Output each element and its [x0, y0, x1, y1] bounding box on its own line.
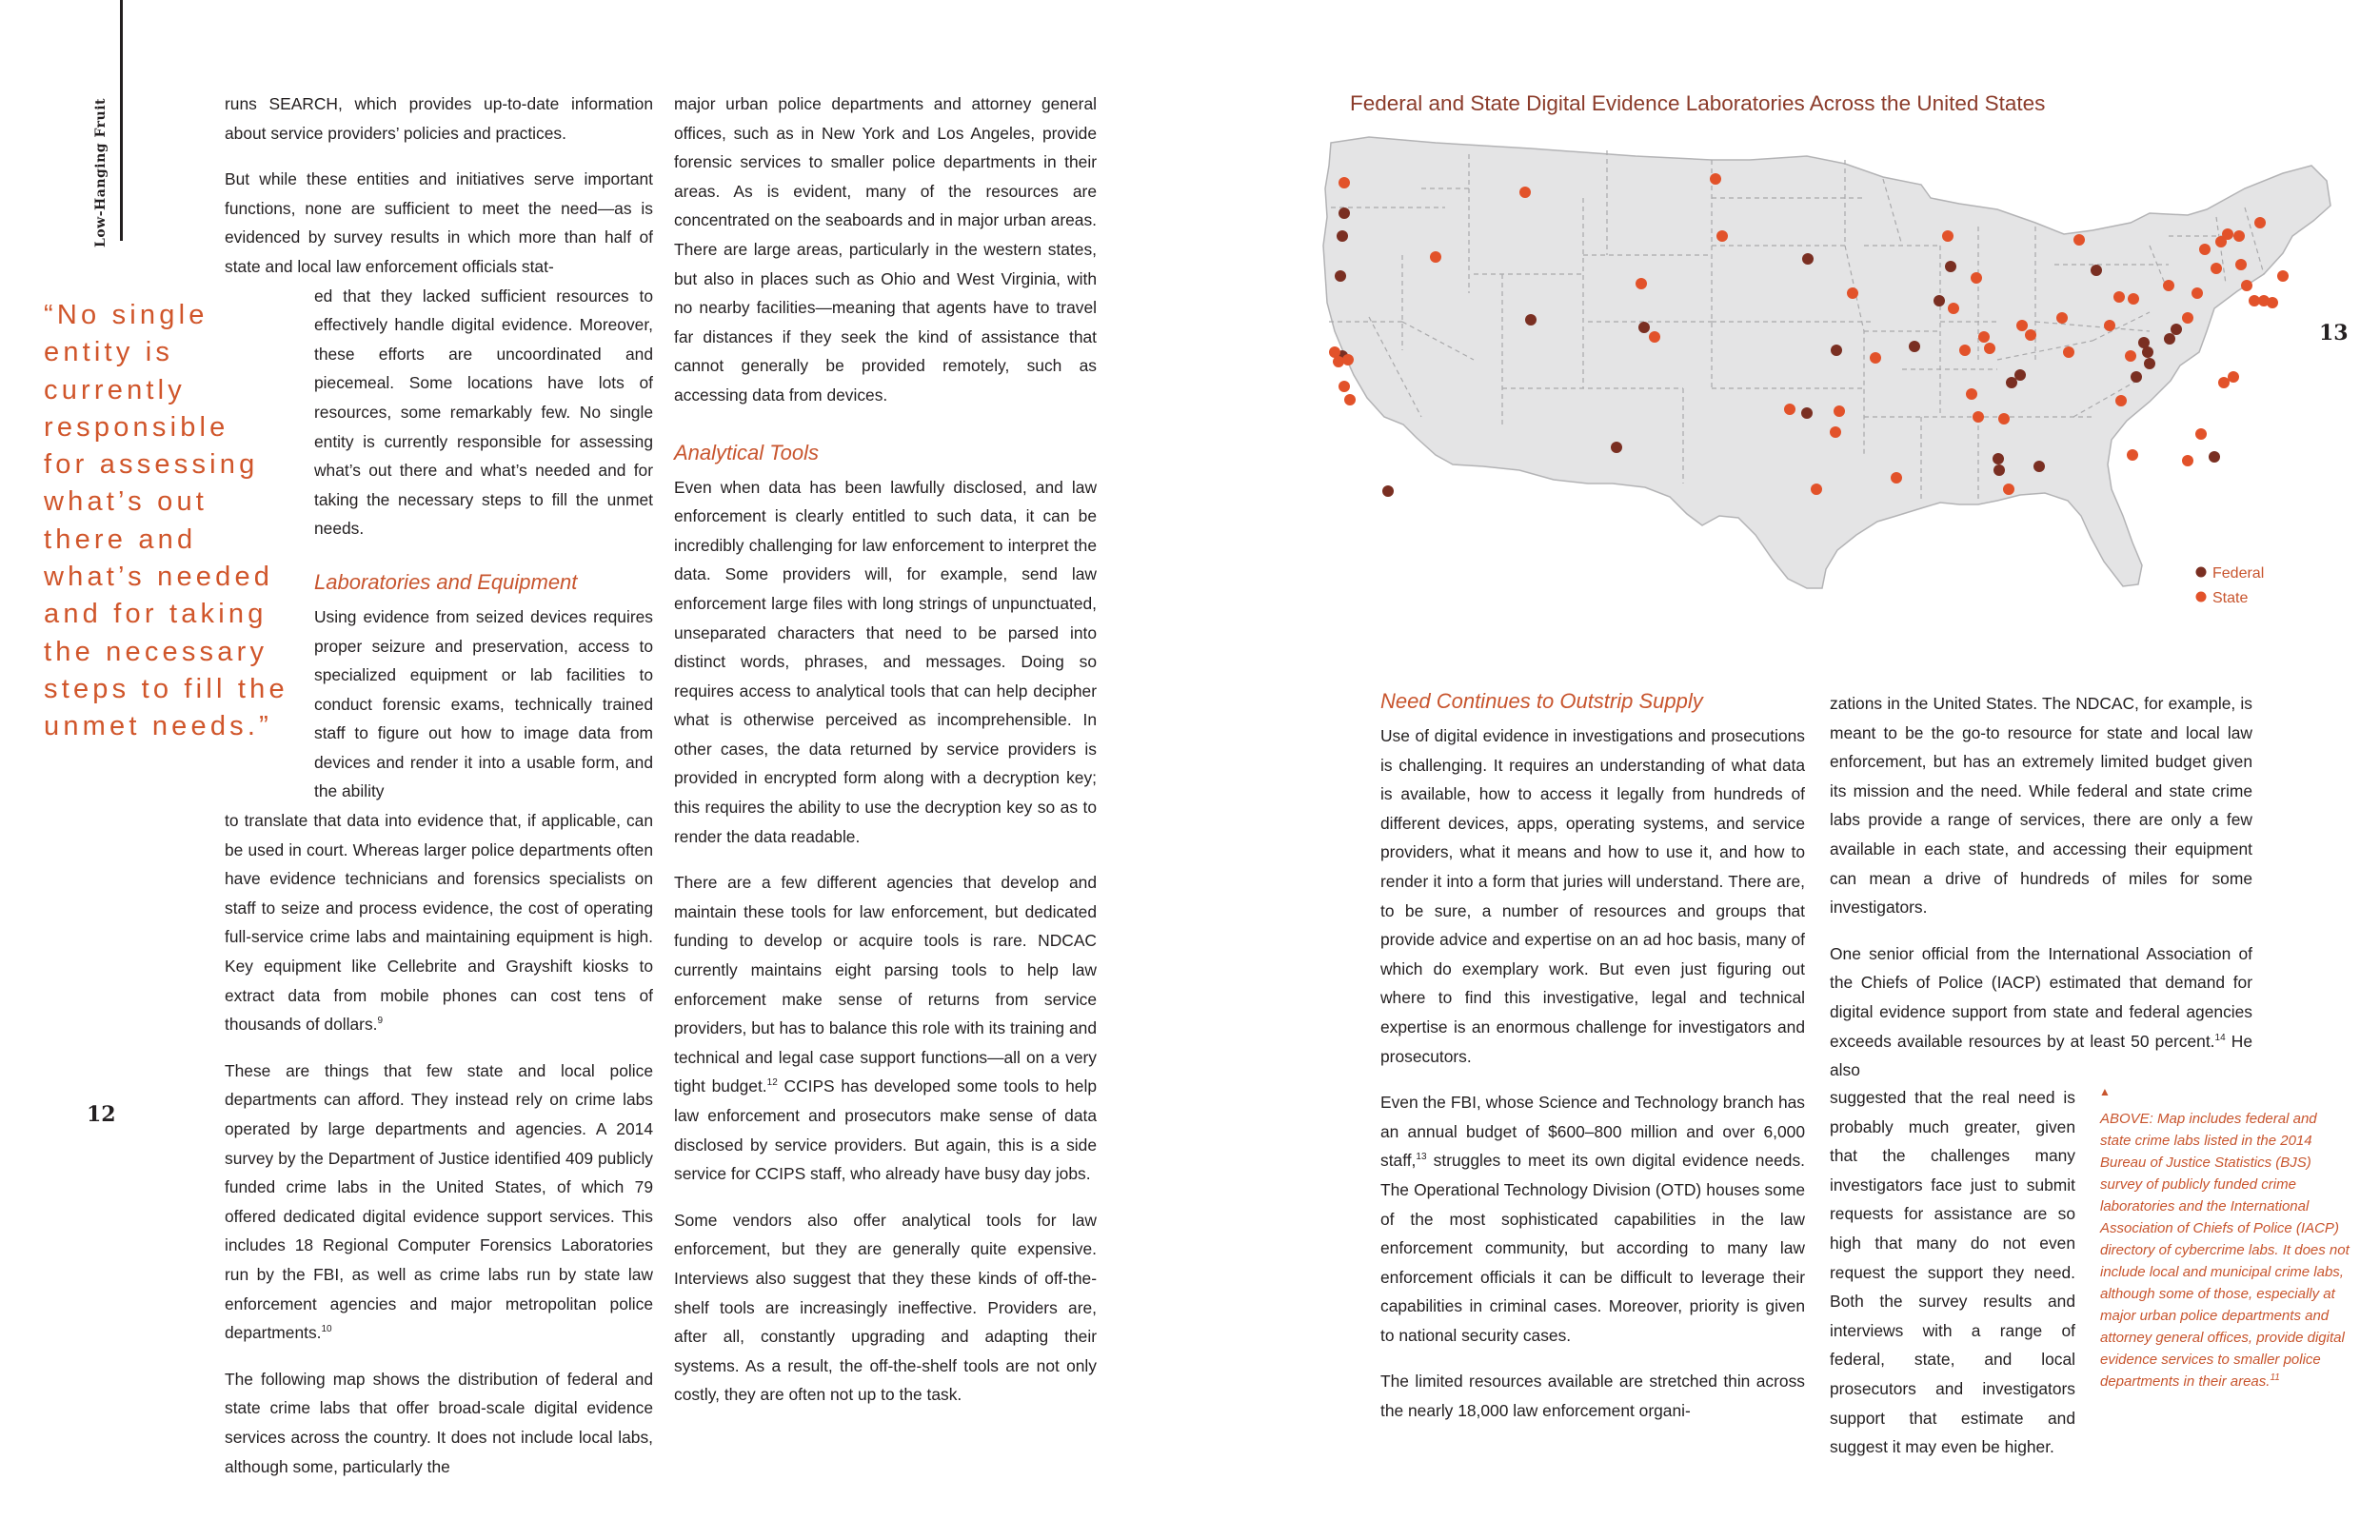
state-lab-marker [1847, 287, 1858, 299]
state-lab-marker [1942, 230, 1954, 242]
paragraph [225, 1056, 653, 1348]
paragraph: The following map shows the distribution of federal and state crime labs that offer broad-scale digital evidence services across the country. It does not include local labs, although some, particularly the [225, 1369, 653, 1476]
state-lab-marker [2182, 455, 2193, 466]
state-lab-marker [1984, 343, 1995, 354]
state-lab-marker [1339, 381, 1350, 392]
federal-lab-marker [1993, 464, 2005, 476]
map-title: Federal and State Digital Evidence Laboratories Across the United States [1350, 91, 2046, 115]
map-legend [2196, 565, 2265, 606]
federal-lab-marker [1337, 230, 1348, 242]
paragraph [674, 868, 1097, 1189]
federal-lab-marker [1802, 253, 1814, 265]
pull-quote-line: steps to fill the [44, 673, 288, 704]
state-lab-marker [1834, 405, 1845, 417]
paragraph-text: to translate that data into evidence that, if applicable, can be used in court. Whereas larger police departments often have evidence technicians and forensics specialists on staff to seize and process evidence, the cost of operating full-service crime labs and maintaining equipment is high. Key equipment like Cellebrite and Grayshift kiosks to extract data from mobile phones can cost tens of thousands of dollars. [225, 811, 653, 1035]
state-lab-marker [2192, 287, 2203, 299]
legend-federal-marker [2196, 567, 2207, 578]
federal-lab-marker [1525, 314, 1537, 326]
paragraph: major urban police departments and attorney general offices, such as in New York and Los Angeles, provide forensic services to smaller police departments in their areas. As is evident, many of the resources are concentrated on the seaboards and in major urban areas. There are large areas, particularly in the western states, but also in places such as Ohio and West Virginia, with no nearby facilities—meaning that agents have to travel far distances if they seek the kind of assistance that cannot generally be provided remotely, such as accessing data from devices. [674, 94, 1097, 405]
paragraph: But while these entities and initiatives serve important functions, none are sufficient to meet the need—as is evidenced by survey results in which more than half of state and local law enforcement officials stat- [225, 169, 653, 276]
column-2 [674, 89, 1097, 1410]
state-lab-marker [1344, 394, 1356, 405]
state-lab-marker [1430, 251, 1441, 263]
federal-lab-marker [2014, 369, 2026, 381]
federal-lab-marker [1339, 207, 1350, 219]
paragraph [1830, 939, 2252, 1085]
state-lab-marker [2254, 217, 2266, 228]
column-3 [1380, 687, 1805, 1426]
federal-lab-marker [2209, 451, 2220, 463]
federal-lab-marker [2033, 461, 2045, 472]
federal-lab-marker [1909, 341, 1920, 352]
page-number-right: 13 [2319, 321, 2349, 346]
state-lab-marker [1811, 484, 1822, 495]
paragraph: ed that they lacked sufficient resources to effectively handle digital evidence. Moreover, these efforts are uncoordinated and piecemeal. Some locations have lots of resources, some remarkably few. No single entity is currently responsible for assessing what’s out there and what’s needed and for taking the necessary steps to fill the unmet needs. [314, 286, 653, 539]
state-lab-marker [1830, 426, 1841, 438]
federal-lab-marker [1801, 407, 1813, 419]
section-heading: Laboratories and Equipment [314, 569, 578, 594]
state-lab-marker [2025, 329, 2036, 341]
federal-lab-marker [2164, 333, 2175, 345]
paragraph-text: CCIPS has developed some tools to help law enforcement and prosecutors make sense of data disclosed by service providers. But again, this is a side service for CCIPS staff, who already have busy day jobs. [674, 1076, 1097, 1184]
pull-quote-line: for assessing [44, 449, 259, 481]
pull-quote-line: what’s out [44, 486, 208, 518]
caption-arrow: ▲ [2099, 1085, 2111, 1098]
state-lab-marker [2211, 263, 2222, 274]
legend-federal-label: Federal [2212, 565, 2265, 582]
footnote-ref: 14 [2214, 1032, 2226, 1043]
pull-quote-line: currently [44, 374, 186, 405]
federal-lab-marker [1335, 270, 1346, 282]
state-lab-marker [2241, 280, 2252, 291]
column-4-narrow [1830, 1083, 2075, 1462]
federal-lab-marker [1993, 453, 2004, 464]
paragraph-text: Using evidence from seized devices requires proper seizure and preservation, access to specialized equipment or lab facilities to conduct forensic exams, technically trained staff to figure out how to image data from devices and render it into a usable form, and the ability [314, 606, 653, 801]
federal-lab-marker [2091, 265, 2102, 276]
paragraph: Even when data has been lawfully disclosed, and law enforcement is clearly entitled to such data, it can be incredibly challenging for law enforcement to interpret the data. Some providers will, for example, send law enforcement large files with long strings of unpunctuated, unseparated characters that need to be parsed into distinct words, phrases, and messages. Doing so requires access to analytical tools that can help decipher what is otherwise perceived as incomprehensible. In other cases, the data returned by service providers is provided in encrypted form along with a decryption key; this requires the ability to use the decryption key so as to render the data readable. [674, 477, 1097, 846]
running-head: Low-Hanging Fruit [93, 97, 109, 247]
footnote-ref: 10 [321, 1324, 332, 1335]
paragraph [314, 602, 653, 806]
federal-lab-marker [1934, 295, 1945, 306]
state-lab-marker [2016, 320, 2028, 331]
state-lab-marker [2128, 293, 2139, 305]
footnote-ref: 11 [2270, 1372, 2280, 1383]
pull-quote-line: entity is [44, 337, 174, 368]
footnote-ref: 12 [766, 1077, 778, 1089]
federal-lab-marker [2171, 324, 2182, 335]
footnote-ref: 13 [1416, 1152, 1427, 1163]
paragraph: Use of digital evidence in investigations and prosecutions is challenging. It requires an understanding of what data is available, how to access it legally from hundreds of different devices, apps, operating systems, and service providers, what it means and how to use it, and how to render it into a form that juries will understand. There are, to be sure, a number of resources and groups that provide advice and expertise on an ad hoc basis, many of which do exemplary work. But even just figuring out where to find this investigative, legal and technical expertise is an enormous challenge for investigators and prosecutors. [1380, 726, 1805, 1066]
state-lab-marker [1519, 187, 1531, 198]
pull-quote-line: what’s needed [44, 562, 274, 593]
state-lab-marker [2113, 291, 2125, 303]
state-lab-marker [2195, 428, 2207, 440]
paragraph-text: One senior official from the International Association of the Chiefs of Police (IACP) estimated that demand for digital evidence support from state and federal agencies exceeds available resources by at least 50 percent. [1830, 943, 2252, 1051]
paragraph-text: These are things that few state and local police departments can afford. They instead rely on crime labs operated by large departments and agencies. A 2014 survey by the Department of Justice identified 409 publicly funded crime labs in the United States, of which 79 offered dedicated digital evidence support services. This includes 18 Regional Computer Forensics Laboratories run by the FBI, as well as crime labs run by state law enforcement agencies and major metropolitan police departments. [225, 1060, 653, 1343]
state-lab-marker [1784, 404, 1795, 415]
pull-quote-line: responsible [44, 411, 229, 443]
paragraph-text: He also [1830, 1031, 2253, 1080]
state-lab-marker [2235, 259, 2247, 270]
state-lab-marker [2163, 280, 2174, 291]
state-lab-marker [2277, 270, 2289, 282]
us-landmass [1323, 137, 2330, 588]
pull-quote-line: the necessary [44, 636, 268, 667]
map-caption [2100, 1108, 2351, 1392]
us-lab-map [1312, 131, 2340, 664]
state-lab-marker [2267, 297, 2278, 308]
state-lab-marker [2222, 228, 2233, 240]
paragraph-text: struggles to meet its own digital evidence needs. The Operational Technology Division (OTD) houses some of the most sophisticated capabilities in the law enforcement community, but according to many law enforcement officials it can be difficult to leverage their capabilities in criminal cases. Moreover, priority is given to national security cases. [1380, 1151, 1805, 1345]
paragraph [225, 806, 653, 1039]
state-lab-marker [1716, 230, 1728, 242]
federal-lab-marker [1945, 261, 1956, 272]
state-lab-marker [2063, 346, 2074, 358]
federal-lab-marker [2006, 377, 2017, 388]
state-lab-marker [1636, 278, 1647, 289]
column-4 [1830, 689, 2252, 1085]
state-lab-marker [1649, 331, 1660, 343]
paragraph [1380, 1088, 1805, 1350]
pull-quote-line: “No single [44, 300, 208, 330]
state-lab-marker [2218, 377, 2230, 388]
state-lab-marker [2104, 320, 2115, 331]
state-lab-marker [2228, 371, 2239, 383]
paragraph-text: There are a few different agencies that develop and maintain these tools for law enforcement, but dedicated funding to develop or acquire tools is rare. NDCAC currently maintains eight parsing tools to help law enforcement make sense of returns from service providers, but has to balance this role with its training and technical and legal case support functions—all on a very tight budget. [674, 873, 1097, 1096]
section-heading: Need Continues to Outstrip Supply [1380, 689, 1703, 713]
state-lab-marker [2115, 395, 2127, 406]
state-lab-marker [2073, 234, 2085, 246]
legend-state-marker [2196, 592, 2207, 602]
map-states [1323, 137, 2330, 588]
federal-lab-marker [1611, 442, 1622, 453]
state-lab-marker [2003, 484, 2014, 495]
footnote-ref: 9 [377, 1016, 384, 1027]
state-lab-marker [1333, 356, 1344, 367]
federal-lab-marker [1382, 485, 1394, 497]
page-number-left: 12 [87, 1102, 116, 1127]
state-lab-marker [1959, 345, 1971, 356]
indented-block [314, 282, 653, 807]
federal-lab-marker [2131, 371, 2142, 383]
federal-lab-marker [1831, 345, 1842, 356]
state-lab-marker [2182, 312, 2193, 324]
federal-lab-marker [1638, 322, 1650, 333]
pull-quote-line: and for taking [44, 599, 268, 630]
state-lab-marker [1891, 472, 1902, 484]
column-1 [225, 89, 653, 1481]
section-heading: Analytical Tools [674, 440, 820, 464]
federal-lab-marker [2144, 358, 2155, 369]
legend-state-label: State [2212, 590, 2249, 606]
state-lab-marker [2125, 350, 2136, 362]
paragraph: zations in the United States. The NDCAC, for example, is meant to be the go-to resource for state and local law enforcement, but has an extremely limited budget given its mission and the need. While federal and state crime labs provide a range of services, there are only a few available in each state, and accessing their equipment can mean a drive of hundreds of miles for some investigators. [1830, 694, 2252, 918]
state-lab-marker [1710, 173, 1721, 185]
paragraph: runs SEARCH, which provides up-to-date information about service providers’ policies and practices. [225, 94, 653, 143]
state-lab-marker [1966, 388, 1977, 400]
state-lab-marker [2233, 230, 2245, 242]
state-lab-marker [1342, 354, 1354, 365]
paragraph: suggested that the real need is probably much greater, given that the challenges many investigators face just to submit requests for assistance are so high that many do not even request the support they need. Both the survey results and interviews with a range of federal, state, and local prosecutors and investigators support that estimate and suggest it may even be higher. [1830, 1088, 2075, 1457]
paragraph-text: Even the FBI, whose Science and Technology branch has an annual budget of $600–800 million and over 6,000 staff, [1380, 1093, 1805, 1171]
pull-quote-line: there and [44, 523, 197, 555]
state-lab-marker [1978, 331, 1990, 343]
paragraph: The limited resources available are stretched thin across the nearly 18,000 law enforcement organi- [1380, 1372, 1805, 1421]
state-lab-marker [1998, 413, 2010, 424]
caption-text: ABOVE: Map includes federal and state crime labs listed in the 2014 Bureau of Justice Statistics (BJS) survey of publicly funded crime laboratories and the International Association of Chiefs of Police (IACP) directory of cybercrime labs. It does not include local and municipal crime labs, although some of those, especially at major urban police departments and attorney general offices, provide digital evidence services to smaller police departments in their areas. [2100, 1111, 2350, 1390]
state-lab-marker [1973, 411, 1984, 423]
state-lab-marker [1971, 272, 1982, 284]
state-lab-marker [2056, 312, 2068, 324]
state-lab-marker [1870, 352, 1881, 364]
state-lab-marker [2199, 244, 2211, 255]
paragraph: Some vendors also offer analytical tools for law enforcement, but they are generally quite expensive. Interviews also suggest that they these kinds of off-the-shelf tools are increasingly ineffective. Providers are, after all, constantly upgrading and adapting their systems. As a result, the off-the-shelf tools are not only costly, they are often not up to the task. [674, 1210, 1097, 1405]
pull-quote-line: unmet needs.” [44, 711, 272, 742]
state-lab-marker [1948, 303, 1959, 314]
federal-lab-marker [2142, 346, 2153, 358]
running-head-rule [120, 0, 123, 241]
state-lab-marker [1339, 177, 1350, 188]
state-lab-marker [2127, 449, 2138, 461]
